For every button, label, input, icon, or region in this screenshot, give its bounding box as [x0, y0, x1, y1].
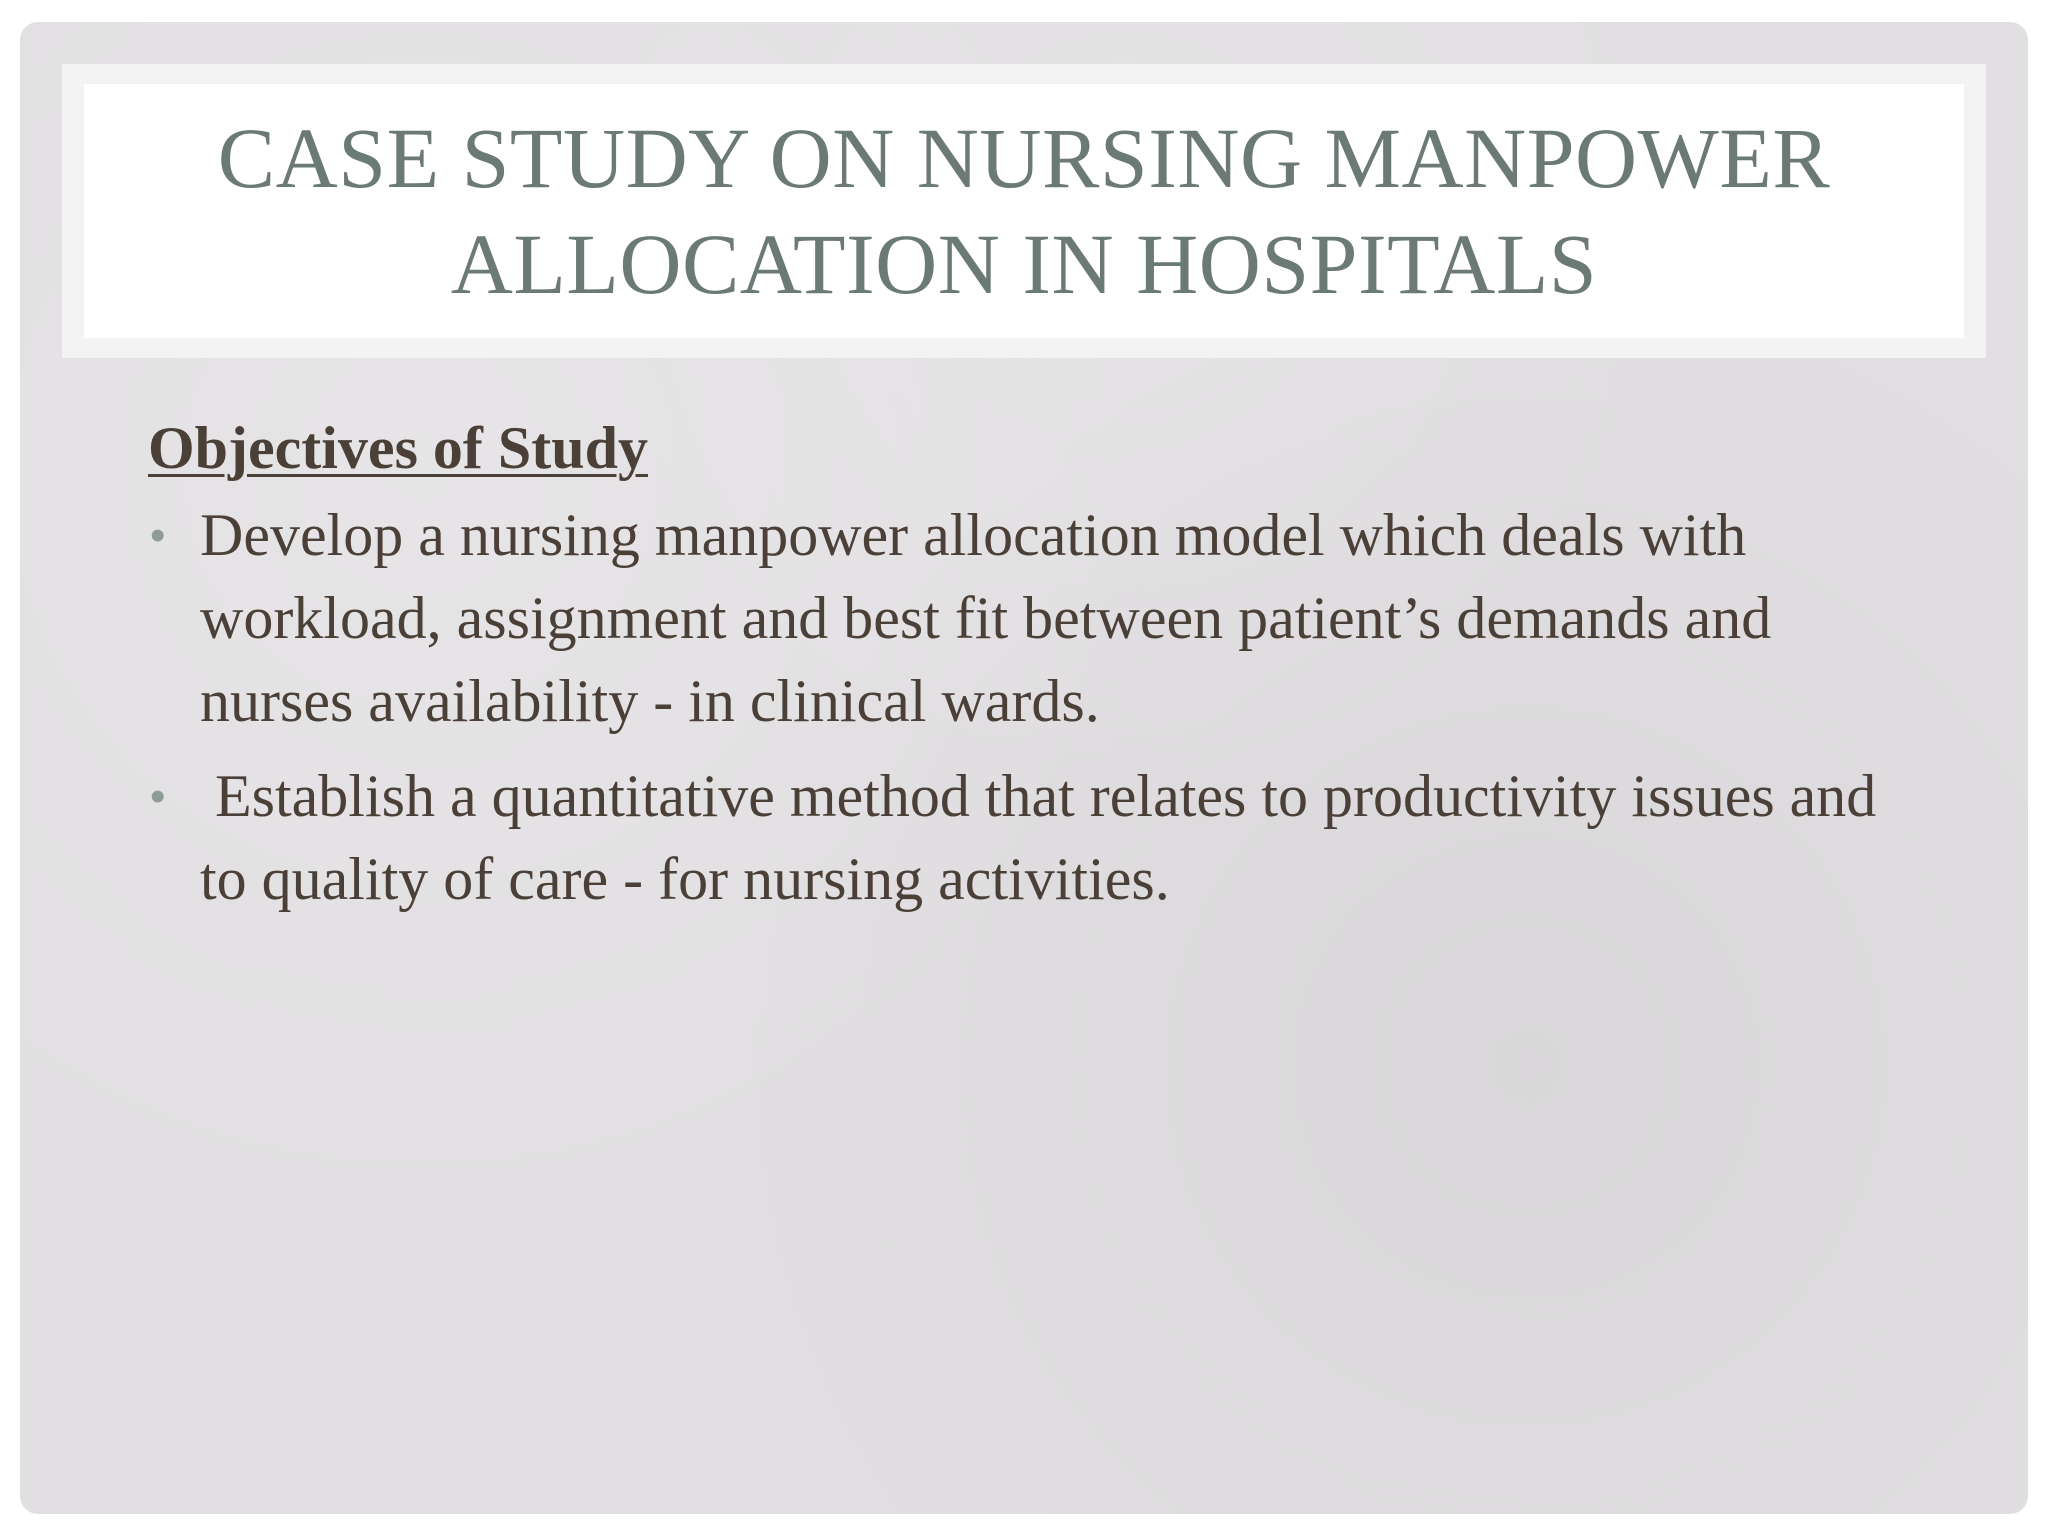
section-heading: Objectives of Study — [148, 415, 648, 481]
slide-content — [148, 412, 1908, 933]
title-box — [84, 84, 1964, 338]
bullet-item — [148, 755, 1908, 921]
title-frame — [62, 64, 1986, 358]
slide-title: CASE STUDY ON NURSING MANPOWER ALLOCATION IN HOSPITALS — [217, 110, 1831, 312]
bullet-list — [148, 494, 1908, 921]
bullet-text: Establish a quantitative method that relates to productivity issues and to quality of care - for nursing activities. — [200, 763, 1892, 912]
bullet-text: Develop a nursing manpower allocation model which deals with workload, assignment and best fit between patient’s demands and nurses availability - in clinical wards. — [200, 502, 1787, 734]
bullet-icon: • — [150, 511, 166, 560]
bullet-item — [148, 494, 1908, 743]
slide — [20, 22, 2028, 1514]
bullet-icon: • — [150, 772, 166, 821]
